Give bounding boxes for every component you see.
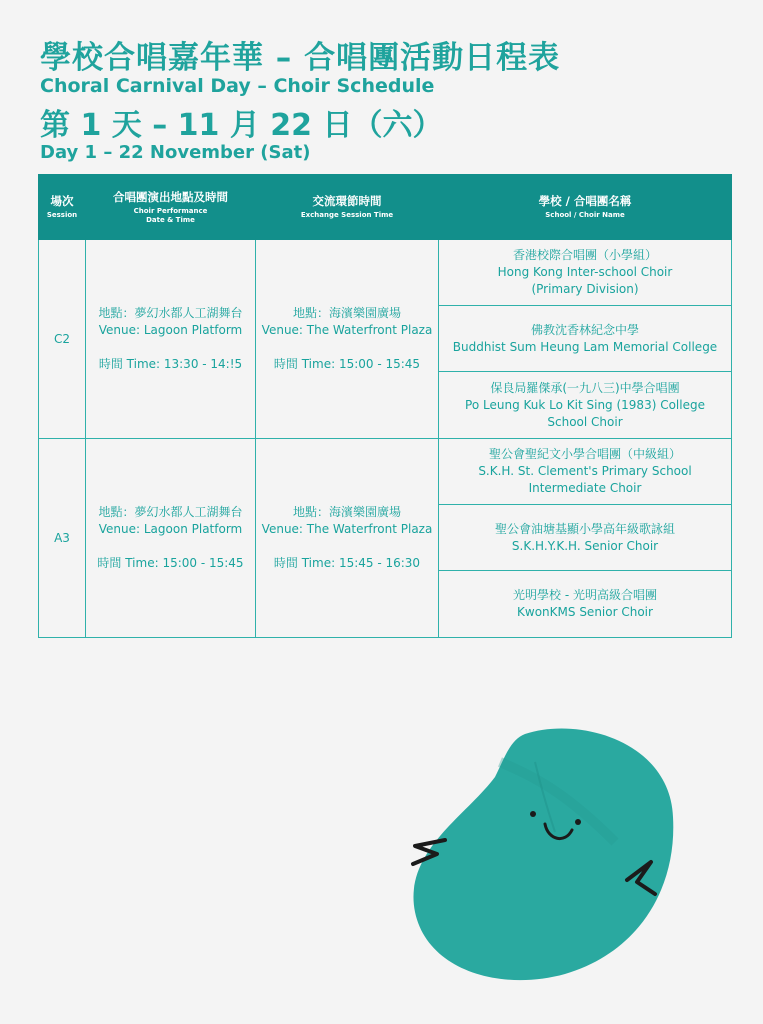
header-session (39, 175, 86, 240)
table-row (39, 439, 732, 505)
header-exchange (256, 175, 439, 240)
exchange-time: 時間 Time: 15:00 - 15:45 (273, 357, 421, 371)
school-name-zh: 保良局羅傑承(一九八三)中學合唱團 (490, 380, 680, 395)
school-name-en: Hong Kong Inter-school Choir (497, 265, 673, 279)
school-cell (439, 505, 732, 571)
header-performance-zh: 合唱團演出地點及時間 (113, 189, 228, 204)
page-subtitle: Choral Carnival Day – Choir Schedule (40, 75, 435, 97)
school-name-en: S.K.H. St. Clement's Primary School (478, 464, 692, 478)
school-cell (439, 372, 732, 439)
performance-cell (86, 240, 256, 439)
school-name-en-2: (Primary Division) (531, 282, 639, 296)
school-name-en: Po Leung Kuk Lo Kit Sing (1983) College (465, 397, 705, 412)
school-name-en-2: Intermediate Choir (528, 481, 642, 495)
exchange-venue-zh: 地點：海濱樂園廣場 (292, 505, 401, 519)
header-session-en: Session (46, 211, 78, 219)
school-cell (439, 439, 732, 505)
header-performance-en: Choir Performance (133, 206, 208, 215)
header-exchange-zh: 交流環節時間 (312, 194, 382, 208)
day-subtitle: Day 1 – 22 November (Sat) (40, 142, 311, 163)
school-cell (439, 571, 732, 638)
smiling-blob-icon (405, 722, 685, 982)
school-name-zh: 佛教沈香林紀念中學 (530, 322, 639, 337)
school-name-en: S.K.H.Y.K.H. Senior Choir (511, 538, 659, 553)
header-exchange-en: Exchange Session Time (300, 211, 394, 219)
exchange-time: 時間 Time: 15:45 - 16:30 (273, 556, 421, 570)
exchange-venue-zh: 地點：海濱樂園廣場 (292, 306, 401, 320)
school-name-zh: 光明學校 - 光明高級合唱團 (513, 588, 657, 602)
table-header-row (39, 175, 732, 240)
school-name-en-2: School Choir (547, 414, 623, 429)
school-cell (439, 240, 732, 306)
header-school-zh: 學校 / 合唱團名稱 (538, 194, 632, 208)
school-cell (439, 306, 732, 372)
exchange-cell (256, 439, 439, 638)
venue-zh: 地點：夢幻水都人工湖舞台 (98, 306, 243, 320)
table-row (39, 240, 732, 306)
performance-time: 時間 Time: 15:00 - 15:45 (97, 556, 244, 570)
school-name-en: Buddhist Sum Heung Lam Memorial College (452, 339, 718, 354)
school-name-en: KwonKMS Senior Choir (517, 605, 653, 619)
header-performance-en2: Date & Time (146, 215, 195, 224)
school-name-zh: 聖公會聖紀文小學合唱團（中級組） (488, 447, 681, 461)
header-school-en: School / Choir Name (545, 211, 625, 219)
venue-zh: 地點：夢幻水都人工湖舞台 (98, 505, 243, 519)
school-name-zh: 聖公會油塘基顯小學高年級歌詠組 (494, 521, 675, 536)
session-cell: A3 (39, 439, 86, 638)
session-cell: C2 (39, 240, 86, 439)
schedule-table (38, 174, 732, 638)
header-session-zh: 場次 (50, 194, 74, 208)
exchange-venue-en: Venue: The Waterfront Plaza (261, 522, 433, 536)
header-school (439, 175, 732, 240)
venue-en: Venue: Lagoon Platform (98, 522, 243, 536)
performance-time: 時間 Time: 13:30 - 14:!5 (98, 357, 243, 371)
venue-en: Venue: Lagoon Platform (98, 323, 243, 337)
school-name-zh: 香港校際合唱團（小學組） (512, 248, 657, 262)
exchange-venue-en: Venue: The Waterfront Plaza (261, 323, 433, 337)
performance-cell (86, 439, 256, 638)
exchange-cell (256, 240, 439, 439)
day-title: 第 1 天 – 11 月 22 日（六） (40, 108, 443, 143)
page-title: 學校合唱嘉年華 – 合唱團活動日程表 (40, 40, 561, 76)
header-performance (86, 175, 256, 240)
